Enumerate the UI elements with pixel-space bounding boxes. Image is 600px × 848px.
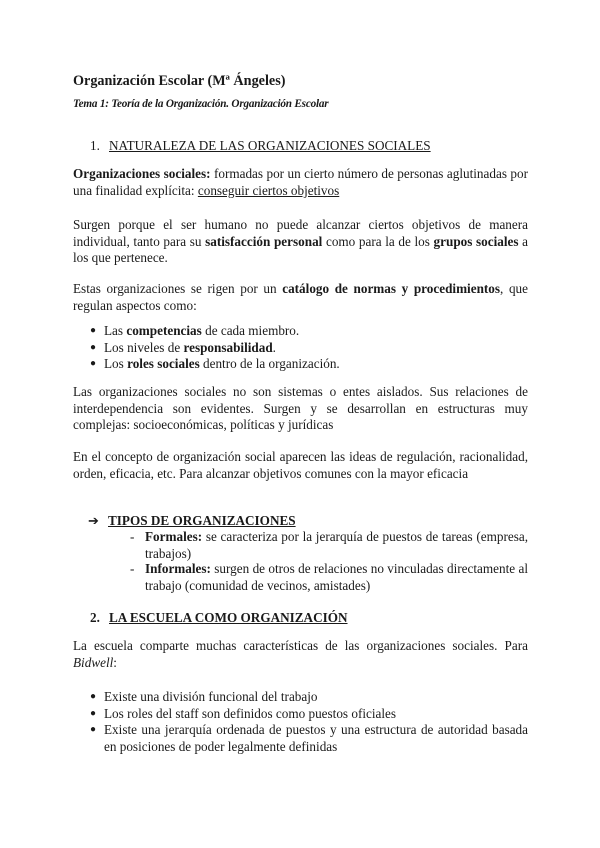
section-title: LA ESCUELA COMO ORGANIZACIÓN [109,610,348,625]
types-heading [88,513,388,530]
section-number: 1. [90,138,100,153]
list-item: ● Existe una jerarquía ordenada de puestos y una estructura de autoridad basada en posiciones de poder legalmente definidas [90,722,528,754]
section-heading-1 [90,138,490,155]
section-number: 2. [90,610,100,625]
bullet-list-aspectos [90,323,528,373]
section-title: NATURALEZA DE LAS ORGANIZACIONES SOCIALES [109,138,431,153]
list-item: ● Existe una división funcional del trabajo [90,689,318,704]
paragraph-organizaciones-sociales: Organizaciones sociales: formadas por un cierto número de personas aglutinadas por una finalidad explícita: conseguir ciertos objetivos [73,166,528,198]
document-title: Organización Escolar (Mª Ángeles) [73,73,286,89]
types-label: TIPOS DE ORGANIZACIONES [108,513,296,528]
arrow-icon: ➔ [88,513,100,528]
dash-marker: - [130,529,135,544]
bullet-list-bidwell [90,689,528,755]
list-item: ● Los roles sociales dentro de la organización. [90,356,340,372]
paragraph-catalogo: Estas organizaciones se rigen por un catálogo de normas y procedimientos, que regulan aspectos como: [73,281,528,313]
list-item: ● Las competencias de cada miembro. [90,323,300,338]
paragraph-surgen: Surgen porque el ser humano no puede alcanzar ciertos objetivos de manera individual, tanto para su satisfacción personal como para la de los grupos sociales a los que pertenece. [73,217,528,266]
paragraph-escuela: La escuela comparte muchas características de las organizaciones sociales. Para Bidwell: [73,638,528,670]
document-subtitle: Tema 1: Teoría de la Organización. Organización Escolar [73,98,329,110]
type-informales: - Informales: surgen de otros de relaciones no vinculadas directamente al trabajo (comunidad de vecinos, amistades) [130,561,528,593]
dash-marker: - [130,561,135,576]
section-heading-2 [90,610,490,627]
list-item: ● Los niveles de responsabilidad. [90,339,276,355]
type-formales: - Formales: se caracteriza por la jerarquía de puestos de tareas (empresa, trabajos) [130,529,528,561]
paragraph-concepto: En el concepto de organización social aparecen las ideas de regulación, racionalidad, orden, eficacia, etc. Para alcanzar objetivos comunes con la mayor eficacia [73,449,528,481]
paragraph-interdependencia: Las organizaciones sociales no son sistemas o entes aislados. Sus relaciones de interdependencia son evidentes. Surgen y se desarrollan en estructuras muy complejas: socioeconómicas, políticas y jurídicas [73,384,528,433]
list-item: ● Los roles del staff son definidos como puestos oficiales [90,705,397,721]
